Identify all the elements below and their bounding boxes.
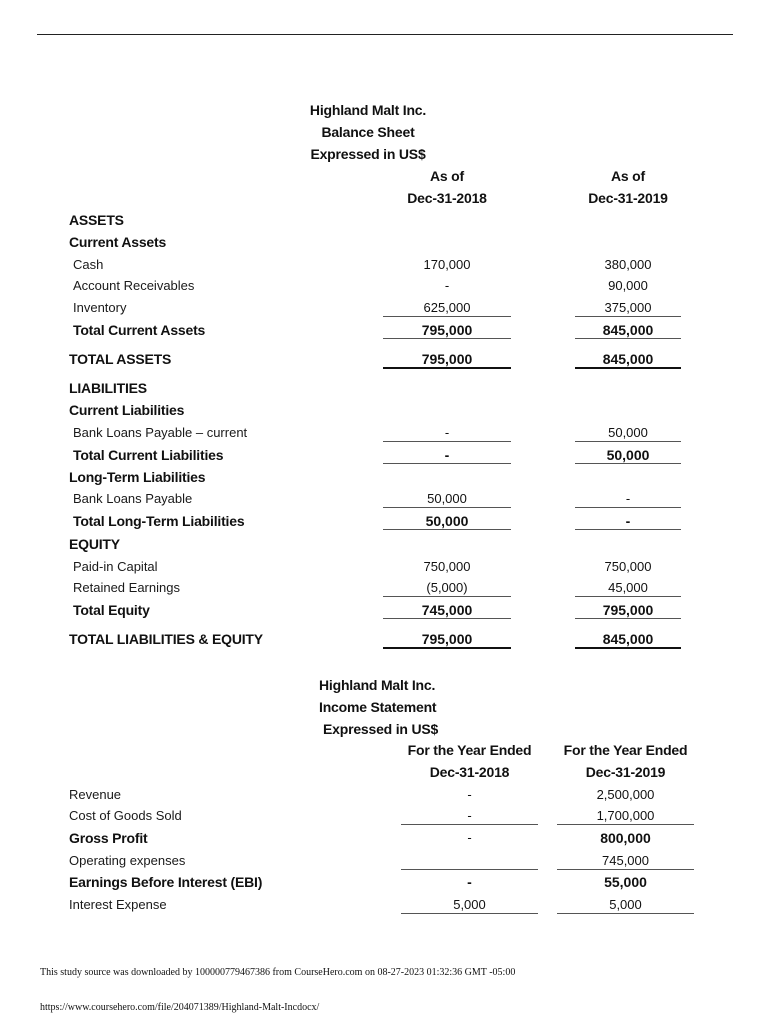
is-col2-header-line2: Dec-31-2019 (585, 764, 666, 780)
total-assets-label: TOTAL ASSETS (69, 351, 172, 367)
receivables-2019: 90,000 (608, 278, 648, 293)
bs-col1-header-line1: As of (429, 168, 464, 184)
bs-col1-header-line2: Dec-31-2018 (407, 190, 487, 206)
bank-loans-current-2019: 50,000 (575, 425, 681, 442)
inventory-2018: 625,000 (383, 300, 511, 317)
total-equity-2018: 745,000 (383, 602, 511, 619)
interest-expense-2018: 5,000 (401, 897, 538, 914)
total-current-assets-2019: 845,000 (575, 322, 681, 339)
total-equity-2019: 795,000 (575, 602, 681, 619)
total-liabilities-equity-label: TOTAL LIABILITIES & EQUITY (69, 631, 263, 647)
retained-earnings-2018: (5,000) (383, 580, 511, 597)
total-long-term-liabilities-2018: 50,000 (383, 513, 511, 530)
gross-profit-label: Gross Profit (69, 830, 148, 846)
total-liabilities-equity-2019: 845,000 (575, 631, 681, 649)
cogs-label: Cost of Goods Sold (69, 808, 182, 823)
paid-in-capital-label: Paid-in Capital (73, 559, 158, 574)
download-note: This study source was downloaded by 100000779467386 from CourseHero.com on 08-27-2023 01:32:36 GMT -05:00 (40, 967, 516, 978)
total-long-term-liabilities-label: Total Long-Term Liabilities (73, 513, 245, 529)
bs-title: Balance Sheet (321, 124, 415, 140)
total-current-assets-2018: 795,000 (383, 322, 511, 339)
cogs-2019: 1,700,000 (557, 808, 694, 825)
bs-currency: Expressed in US$ (310, 146, 426, 162)
revenue-label: Revenue (69, 787, 122, 802)
interest-expense-2019: 5,000 (557, 897, 694, 914)
bank-loans-current-2018: - (383, 425, 511, 442)
source-url-link[interactable]: https://www.coursehero.com/file/204071389/Highland-Malt-Incdocx/ (40, 1002, 320, 1013)
bs-col2-header-line2: Dec-31-2019 (588, 190, 668, 206)
total-liabilities-equity-2018: 795,000 (383, 631, 511, 649)
bank-loans-current-label: Bank Loans Payable – current (73, 425, 248, 440)
current-assets-heading: Current Assets (69, 234, 167, 250)
paid-in-capital-2019: 750,000 (604, 559, 652, 574)
operating-expenses-2019: 745,000 (557, 853, 694, 870)
operating-expenses-2018 (401, 853, 538, 870)
operating-expenses-label: Operating expenses (69, 853, 186, 868)
bs-col2-header-line1: As of (610, 168, 645, 184)
is-currency: Expressed in US$ (323, 721, 439, 737)
total-current-liabilities-2019: 50,000 (575, 447, 681, 464)
is-col2-header-line1: For the Year Ended (563, 742, 688, 758)
bs-company-name: Highland Malt Inc. (309, 102, 427, 118)
assets-heading: ASSETS (69, 212, 124, 228)
is-company-name: Highland Malt Inc. (319, 677, 436, 693)
cash-2018: 170,000 (423, 257, 471, 272)
bank-loans-2019: - (575, 491, 681, 508)
retained-earnings-2019: 45,000 (575, 580, 681, 597)
receivables-label: Account Receivables (73, 278, 195, 293)
liabilities-heading: LIABILITIES (69, 380, 147, 396)
ebi-2018: - (467, 874, 472, 890)
total-long-term-liabilities-2019: - (575, 513, 681, 530)
gross-profit-2018: - (467, 830, 472, 845)
cogs-2018: - (401, 808, 538, 825)
inventory-label: Inventory (73, 300, 127, 315)
equity-heading: EQUITY (69, 536, 120, 552)
cash-2019: 380,000 (604, 257, 652, 272)
current-liabilities-heading: Current Liabilities (69, 402, 185, 418)
is-col1-header-line1: For the Year Ended (407, 742, 532, 758)
revenue-2019: 2,500,000 (596, 787, 655, 802)
total-current-liabilities-label: Total Current Liabilities (73, 447, 224, 463)
total-assets-2019: 845,000 (575, 351, 681, 369)
bank-loans-2018: 50,000 (383, 491, 511, 508)
revenue-2018: - (467, 787, 472, 802)
long-term-liabilities-heading: Long-Term Liabilities (69, 469, 206, 485)
interest-expense-label: Interest Expense (69, 897, 167, 912)
is-title: Income Statement (319, 699, 437, 715)
bank-loans-label: Bank Loans Payable (73, 491, 193, 506)
paid-in-capital-2018: 750,000 (423, 559, 471, 574)
gross-profit-2019: 800,000 (600, 830, 651, 846)
total-current-assets-label: Total Current Assets (73, 322, 206, 338)
inventory-2019: 375,000 (575, 300, 681, 317)
total-equity-label: Total Equity (73, 602, 150, 618)
ebi-label: Earnings Before Interest (EBI) (69, 874, 263, 890)
ebi-2019: 55,000 (604, 874, 647, 890)
is-col1-header-line2: Dec-31-2018 (429, 764, 510, 780)
receivables-2018: - (444, 278, 450, 293)
page-top-rule (37, 34, 733, 35)
total-assets-2018: 795,000 (383, 351, 511, 369)
total-current-liabilities-2018: - (383, 447, 511, 464)
cash-label: Cash (73, 257, 104, 272)
retained-earnings-label: Retained Earnings (73, 580, 180, 595)
